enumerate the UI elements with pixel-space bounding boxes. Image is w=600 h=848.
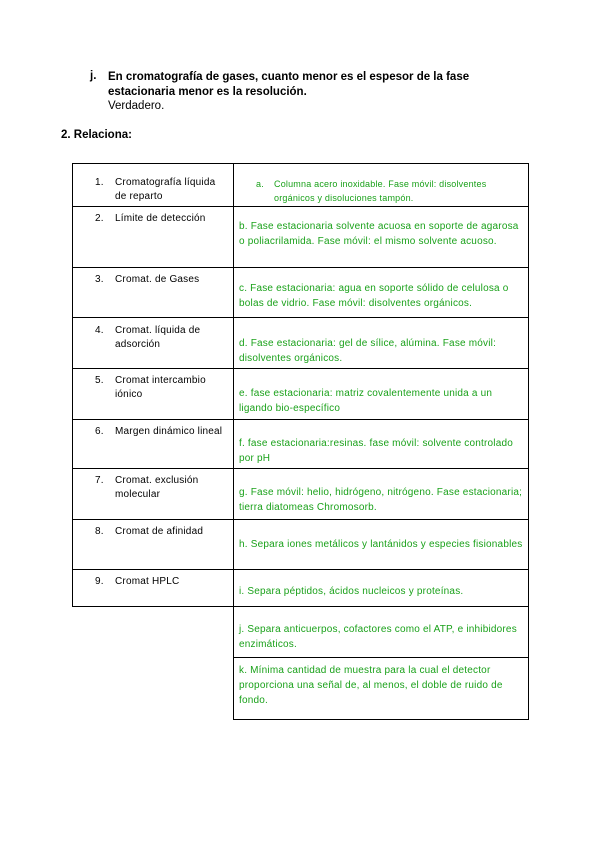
right-cell xyxy=(234,268,529,318)
option-text: Columna acero inoxidable. Fase móvil: disolventes orgánicos y disoluciones tampón. xyxy=(274,179,487,203)
option-text: d. Fase estacionaria: gel de sílice, alúmina. Fase móvil: disolventes orgánicos. xyxy=(239,338,497,364)
right-cell xyxy=(234,570,529,607)
table-row xyxy=(73,420,529,469)
right-cell xyxy=(234,420,529,469)
right-cell xyxy=(234,658,529,720)
item-number: 1. xyxy=(95,177,104,188)
right-cell xyxy=(234,369,529,420)
option-text: h. Separa iones metálicos y lantánidos y especies fisionables xyxy=(239,539,523,550)
table-row xyxy=(73,658,529,720)
option-letter: a. xyxy=(256,179,264,189)
left-cell xyxy=(73,164,234,207)
option-text: c. Fase estacionaria: agua en soporte sólido de celulosa o bolas de vidrio. Fase móvil: disolventes orgánicos. xyxy=(239,283,509,309)
right-cell xyxy=(234,318,529,369)
right-cell xyxy=(234,207,529,268)
table-row xyxy=(73,469,529,520)
table-row xyxy=(73,570,529,607)
item-number: 7. xyxy=(95,475,104,486)
section-title: 2. Relaciona: xyxy=(61,129,132,141)
option-text: e. fase estacionaria: matriz covalentemente unida a un ligando bio-específico xyxy=(239,388,493,414)
item-label: Cromat. de Gases xyxy=(115,274,200,285)
left-cell xyxy=(73,570,234,607)
option-text: i. Separa péptidos, ácidos nucleicos y proteínas. xyxy=(239,586,464,597)
table-row xyxy=(73,369,529,420)
option-text: b. Fase estacionaria solvente acuosa en soporte de agarosa o poliacrilamida. Fase móvil: el mismo solvente acuoso. xyxy=(239,221,519,247)
item-label: Cromat HPLC xyxy=(115,576,180,587)
left-cell xyxy=(73,207,234,268)
option-text: k. Mínima cantidad de muestra para la cual el detector proporciona una señal de, al menos, el doble de ruido de fondo. xyxy=(239,665,503,706)
item-number: 4. xyxy=(95,325,104,336)
left-cell xyxy=(73,469,234,520)
left-cell xyxy=(73,520,234,570)
item-number: 9. xyxy=(95,576,104,587)
table-row xyxy=(73,607,529,658)
item-number: 6. xyxy=(95,426,104,437)
relate-table xyxy=(72,163,529,720)
table-row xyxy=(73,520,529,570)
item-number: 2. xyxy=(95,213,104,224)
item-label: Margen dinámico lineal xyxy=(115,426,223,437)
option-text: g. Fase móvil: helio, hidrógeno, nitrógeno. Fase estacionaria; tierra diatomeas Chromosorb. xyxy=(239,487,523,513)
item-number: 8. xyxy=(95,526,104,537)
left-cell xyxy=(73,318,234,369)
left-cell xyxy=(73,420,234,469)
item-label: Cromat. líquida de adsorción xyxy=(115,325,201,350)
question-letter: j. xyxy=(90,70,97,82)
table-row xyxy=(73,268,529,318)
item-number: 5. xyxy=(95,375,104,386)
right-cell xyxy=(234,164,529,207)
item-label: Cromat de afinidad xyxy=(115,526,204,537)
right-cell xyxy=(234,607,529,658)
right-cell xyxy=(234,520,529,570)
table-row xyxy=(73,318,529,369)
item-number: 3. xyxy=(95,274,104,285)
left-cell xyxy=(73,268,234,318)
table-row xyxy=(73,164,529,207)
option-text: j. Separa anticuerpos, cofactores como el ATP, e inhibidores enzimáticos. xyxy=(239,624,517,650)
left-cell xyxy=(73,369,234,420)
right-cell xyxy=(234,469,529,520)
item-label: Límite de detección xyxy=(115,213,206,224)
item-label: Cromat. exclusión molecular xyxy=(115,475,199,500)
option-text: f. fase estacionaria:resinas. fase móvil: solvente controlado por pH xyxy=(239,438,514,464)
question-text: En cromatografía de gases, cuanto menor es el espesor de la fase estacionaria menor es la resolución. xyxy=(108,71,470,98)
item-label: Cromatografía líquida de reparto xyxy=(115,177,216,202)
table-row xyxy=(73,207,529,268)
question-answer: Verdadero. xyxy=(108,100,165,112)
item-label: Cromat intercambio iónico xyxy=(115,375,206,400)
